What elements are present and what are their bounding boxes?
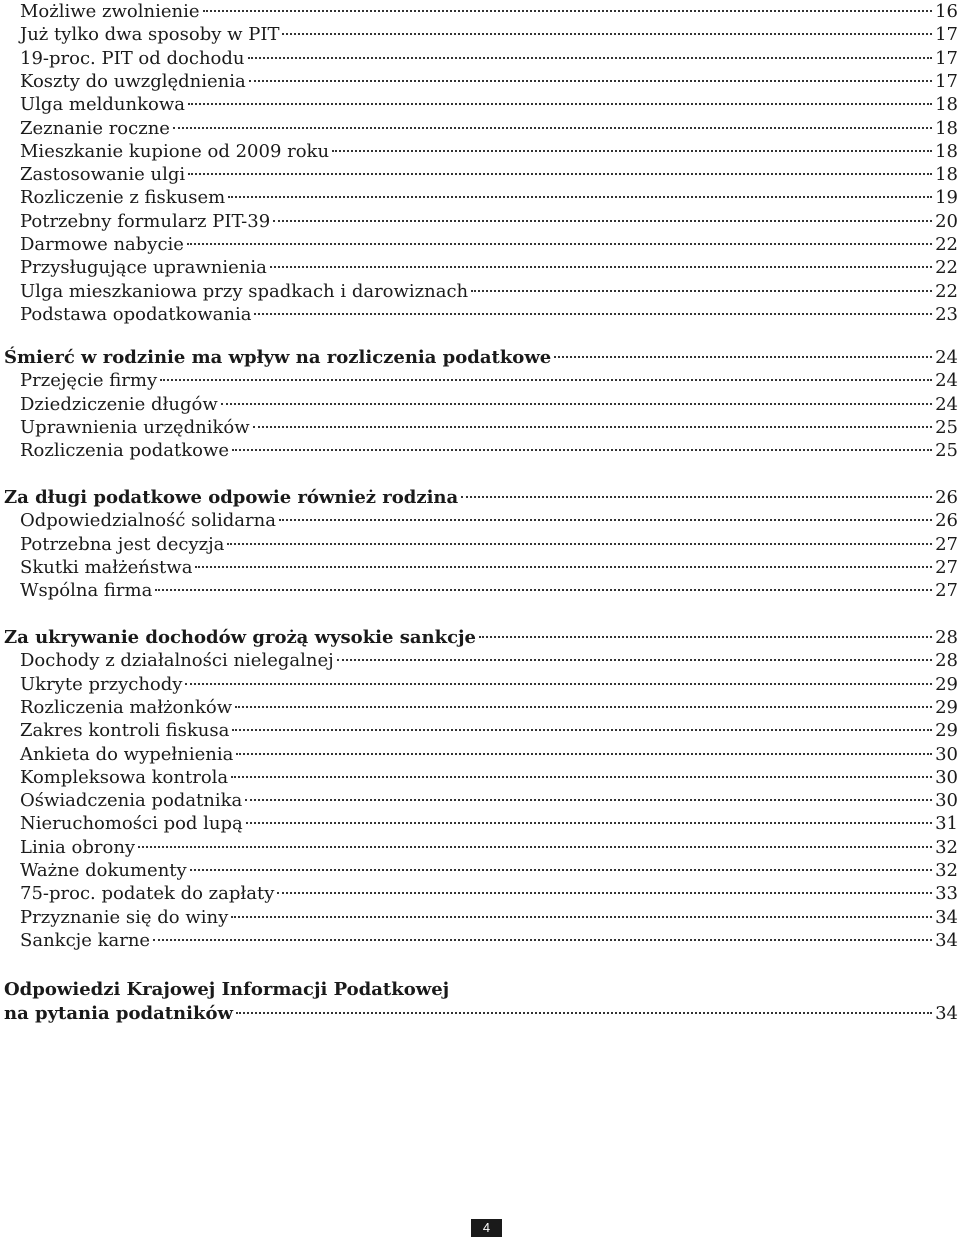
toc-entry [0,649,960,673]
entry-title: Wspólna firma [20,580,153,602]
entry-page-number: 23 [935,303,958,325]
entry-page-number: 27 [935,533,958,555]
toc-entry [0,556,960,580]
entry-page-number: 18 [935,117,958,139]
dot-leader [232,449,932,451]
entry-page-number: 22 [935,234,958,255]
dot-leader [236,753,932,755]
toc-entry [0,369,960,393]
entry-page-number: 29 [935,673,958,695]
entry-page-number: 20 [935,210,958,232]
entry-title: Skutki małżeństwa [20,556,193,578]
section-heading: Za ukrywanie dochodów grożą wysokie sankcje [4,627,476,648]
toc-entry [0,23,960,47]
entry-title: Linia obrony [20,836,136,858]
entry-title: Dziedziczenie długów [20,393,218,415]
entry-title: Ukryte przychody [20,673,183,695]
dot-leader [188,173,932,175]
toc-entry [0,743,960,767]
toc-entry [0,186,960,210]
toc-entry [0,93,960,117]
toc-entry [0,533,960,557]
entry-title: Dochody z działalności nielegalnej [20,650,334,672]
toc-entry [0,812,960,836]
toc-section-heading [0,626,960,650]
toc-entry [0,303,960,327]
toc-section-heading [0,346,960,370]
entry-page-number: 25 [935,440,958,462]
entry-title: Przejęcie firmy [20,370,158,392]
toc-entry [0,696,960,720]
entry-title: Rozliczenie z fiskusem [20,187,226,209]
entry-page-number: 19 [935,187,958,209]
entry-page-number: 33 [935,883,958,905]
entry-page-number: 18 [935,164,958,186]
dot-leader [479,636,932,638]
entry-page-number: 24 [935,370,958,392]
toc-entry [0,140,960,164]
toc-entry [0,673,960,697]
entry-title: Przyznanie się do winy [20,906,229,928]
toc-entry [0,280,960,304]
entry-page-number: 17 [935,70,958,92]
dot-leader [188,103,932,105]
entry-page-number: 32 [935,836,958,858]
dot-leader [187,243,932,245]
section-heading: Śmierć w rodzinie ma wpływ na rozliczenia podatkowe [4,347,552,368]
toc-entry [0,906,960,930]
entry-page-number: 16 [935,1,958,22]
entry-page-number: 30 [935,766,958,788]
dot-leader [270,266,932,268]
entry-title: Ankieta do wypełnienia [20,743,234,765]
entry-page-number: 26 [935,487,958,508]
dot-leader [461,496,932,498]
entry-page-number: 28 [935,627,958,648]
dot-leader [227,543,932,545]
dot-leader [246,822,932,824]
entry-page-number: 24 [935,393,958,415]
toc-entry [0,789,960,813]
section-heading: Za długi podatkowe odpowie również rodzina [4,487,459,508]
toc-entry [0,439,960,463]
entry-page-number: 29 [935,696,958,718]
toc-entry [0,163,960,187]
entry-page-number: 30 [935,743,958,765]
toc-entry [0,210,960,234]
entry-title: Odpowiedzialność solidarna [20,510,276,532]
dot-leader [160,379,932,381]
dot-leader [221,403,932,405]
toc-entry [0,393,960,417]
page-number: 4 [471,1219,502,1237]
dot-leader [254,313,932,315]
toc-entry [0,882,960,906]
toc-entry [0,416,960,440]
dot-leader [153,939,932,941]
entry-page-number: 27 [935,556,958,578]
toc-entry [0,256,960,280]
dot-leader [185,683,932,685]
dot-leader [190,869,932,871]
entry-page-number: 26 [935,510,958,532]
toc-entry [0,766,960,790]
toc-entry [0,70,960,94]
dot-leader [155,589,932,591]
entry-title: Darmowe nabycie [20,234,184,255]
toc-entry [0,719,960,743]
entry-title: Zastosowanie ulgi [20,164,186,186]
dot-leader [273,220,932,222]
entry-page-number: 34 [935,906,958,928]
entry-title: Już tylko dwa sposoby w PIT [20,24,280,46]
entry-page-number: 17 [935,24,958,46]
entry-title: 75-proc. podatek do zapłaty [20,883,275,905]
toc-entry [0,0,960,24]
entry-title: Ulga meldunkowa [20,94,185,116]
entry-title: Sankcje karne [20,929,151,951]
entry-page-number: 28 [935,650,958,672]
entry-page-number: 31 [935,813,958,835]
entry-title: Uprawnienia urzędników [20,416,250,438]
entry-title: Zakres kontroli fiskusa [20,720,230,742]
dot-leader [337,659,932,661]
dot-leader [277,892,932,894]
toc-entry [0,117,960,141]
entry-title: Ważne dokumenty [20,860,187,881]
dot-leader [228,196,932,198]
toc-entry [0,579,960,603]
dot-leader [554,356,932,358]
entry-title: Potrzebny formularz PIT-39 [20,210,271,232]
entry-page-number: 22 [935,257,958,279]
toc-entry [0,47,960,71]
dot-leader [235,706,932,708]
entry-title: Potrzebna jest decyzja [20,533,225,555]
toc-section-heading [0,486,960,510]
entry-page-number: 34 [935,929,958,951]
dot-leader [248,57,933,59]
entry-page-number: 27 [935,580,958,602]
dot-leader [203,10,933,12]
final-section-heading-line2 [0,1002,960,1026]
entry-page-number: 32 [935,860,958,881]
dot-leader [282,33,932,35]
dot-leader [279,519,932,521]
entry-page-number: 18 [935,94,958,116]
entry-title: Mieszkanie kupione od 2009 roku [20,140,330,162]
dot-leader [231,916,932,918]
toc-entry [0,509,960,533]
entry-title: Koszty do uwzględnienia [20,70,246,92]
entry-title: Nieruchomości pod lupą [20,813,243,835]
entry-title: Rozliczenia małżonków [20,696,233,718]
entry-page-number: 17 [935,47,958,69]
toc-entry [0,859,960,883]
dot-leader [253,426,932,428]
dot-leader [471,290,932,292]
section-heading: na pytania podatników [4,1003,233,1024]
dot-leader [231,776,932,778]
entry-title: Przysługujące uprawnienia [20,257,267,279]
dot-leader [232,729,932,731]
entry-page-number: 24 [935,347,958,368]
entry-title: Kompleksowa kontrola [20,766,229,788]
entry-page-number: 22 [935,280,958,302]
entry-page-number: 29 [935,720,958,742]
dot-leader [249,80,932,82]
toc-entry [0,233,960,257]
entry-title: Podstawa opodatkowania [20,303,252,325]
dot-leader [236,1012,932,1014]
dot-leader [138,846,932,848]
entry-page-number: 34 [935,1003,958,1024]
entry-title: Możliwe zwolnienie [20,1,200,22]
entry-title: Zeznanie roczne [20,117,170,139]
entry-title: Ulga mieszkaniowa przy spadkach i darowiznach [20,280,469,302]
dot-leader [245,799,932,801]
entry-title: Rozliczenia podatkowe [20,440,230,462]
final-section-heading-line1: Odpowiedzi Krajowej Informacji Podatkowej [4,979,450,1000]
dot-leader [173,127,932,129]
dot-leader [195,566,932,568]
entry-page-number: 30 [935,790,958,812]
entry-title: 19-proc. PIT od dochodu [20,47,245,69]
dot-leader [332,150,932,152]
entry-page-number: 25 [935,416,958,438]
entry-title: Oświadczenia podatnika [20,790,243,812]
toc-entry [0,929,960,953]
toc-entry [0,836,960,860]
entry-page-number: 18 [935,140,958,162]
